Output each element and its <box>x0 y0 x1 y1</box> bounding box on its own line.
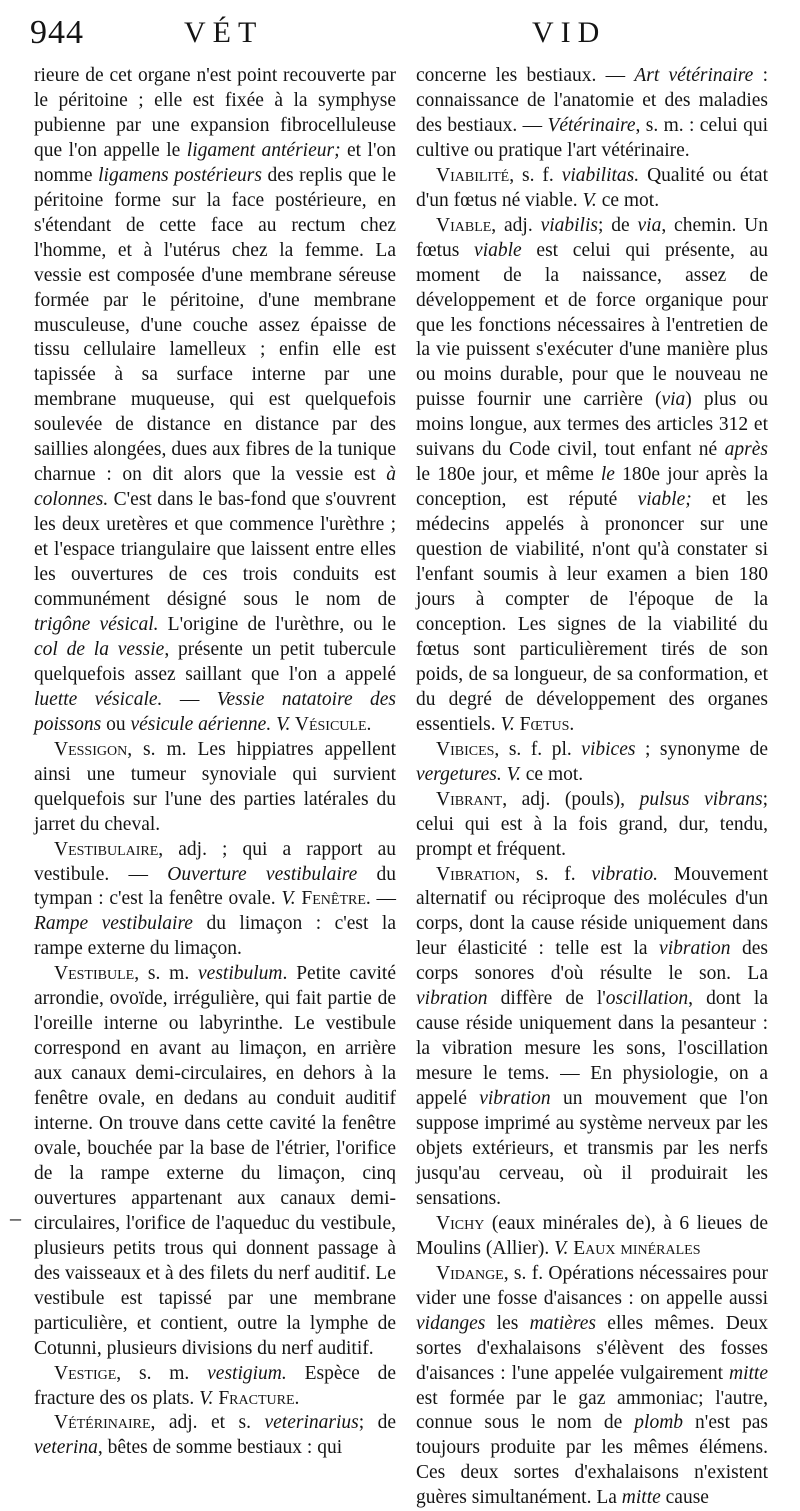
entry-vestibule: Vestibule, s. m. vestibulum. Petite cavité arrondie, ovoïde, irrégulière, qui fait partie de l'oreille interne ou labyrinthe. Le vestibule correspond en avant au limaçon, en arrière aux canaux demi-circulaires, en dehors à la fenêtre ovale, en dedans au conduit auditif interne. On trouve dans cette cavité la fenêtre ovale, bouchée par la base de l'étrier, l'orifice de la rampe externe du limaçon, cinq ouvertures appartenant aux canaux demi-circulaires, l'orifice de l'aqueduc du vestibule, plusieurs petits trous qui donnent passage à des vaisseaux et à des filets du nerf auditif. Le vestibule est tapissé par une membrane particulière, et contient, outre la lymphe de Cotunni, plusieurs divisions du nerf auditif. <box>34 963 396 1359</box>
page-number: 944 <box>30 14 84 51</box>
entry-vestige: Vestige, s. m. vestigium. Espèce de fracture des os plats. V. Fracture. <box>34 1362 397 1409</box>
margin-mark: – <box>10 1205 21 1230</box>
entry-vibices: Vibices, s. f. pl. vibices ; synonyme de vergetures. V. ce mot. <box>416 738 769 785</box>
headword: Vibrant <box>436 788 503 810</box>
headword: Vétérinaire <box>54 1412 151 1434</box>
headword: Vestige <box>54 1362 117 1384</box>
running-head-left: VÉT <box>184 16 264 49</box>
entry-vibrant: Vibrant, adj. (pouls), pulsus vibrans; celui qui est à la fois grand, dur, tendu, prompt et fréquent. <box>416 788 768 860</box>
entry-vidange: Vidange, s. f. Opérations nécessaires pour vider une fosse d'aisances : on appelle aussi vidanges les matières elles mêmes. Deux sortes d'exhalaisons s'élèvent des fosses d'aisances : l'une appelée vulgairement mitte est formée par le gaz ammoniac; l'autre, connue sous le nom de plomb n'est pas toujours produite par les mêmes élémens. Ces deux sortes d'exhalaisons n'existent guères simultanément. La mitte cause <box>416 1262 769 1509</box>
headword: Vibration <box>436 863 516 885</box>
headword: Vidange <box>436 1262 504 1284</box>
entry-veterinaire: Vétérinaire, adj. et s. veterinarius; de veterina, bêtes de somme bestiaux : qui <box>34 1412 397 1459</box>
page-header <box>0 0 800 66</box>
entry-vestibulaire: Vestibulaire, adj. ; qui a rapport au vestibule. — Ouverture vestibulaire du tympan : c'est la fenêtre ovale. V. Fenêtre. — Rampe vestibulaire du limaçon : c'est la rampe externe du limaçon. <box>34 838 397 960</box>
headword: Viabilité <box>436 164 510 186</box>
entry-veterinaire-continuation: concerne les bestiaux. — Art vétérinaire : connaissance de l'anatomie et des maladies des bestiaux. — Vétérinaire, s. m. : celui qui cultive ou pratique l'art vétérinaire. <box>416 65 768 161</box>
entry-vessigon: Vessigon, s. m. Les hippiatres appellent ainsi une tumeur synoviale qui survient quelquefois sur l'une des parties latérales du jarret du cheval. <box>34 738 396 835</box>
headword: Vibices <box>436 738 495 760</box>
headword: Vichy <box>436 1212 485 1234</box>
entry-vibration: Vibration, s. f. vibratio. Mouvement alternatif ou réciproque des molécules d'un corps, dont la cause réside uniquement dans leur élasticité : telle est la vibration des corps sonores d'où résulte le son. La vibration diffère de l'oscillation, dont la cause réside uniquement dans la pesanteur : la vibration mesure les sons, l'oscillation mesure le tems. — En physiologie, on a appelé vibration un mouvement que l'on suppose imprimé au système nerveux par les objets extérieurs, et transmis par les nerfs jusqu'au cerveau, où il produirait les sensations. <box>416 863 768 1209</box>
entry-vessie-continuation: rieure de cet organe n'est point recouverte par le péritoine ; elle est fixée à la symphyse pubienne par une expansion fibrocelluleuse que l'on appelle le ligament antérieur; et l'on nomme ligamens postérieurs des replis que le péritoine forme sur la face postérieure, en s'étendant de cette face au rectum chez l'homme, et à l'utérus chez la femme. La vessie est composée d'une membrane séreuse formée par le péritoine, d'une membrane musculeuse, d'une couche assez épaisse de tissu cellulaire lamelleux ; enfin elle est tapissée à sa surface interne par une membrane muqueuse, qui est quelquefois soulevée de distance en distance par des saillies alongées, dues aux fibres de la tunique charnue : on dit alors que la vessie est à colonnes. C'est dans le bas-fond que s'ouvrent les deux uretères et que commence l'urèthre ; et l'espace triangulaire que laissent entre elles les ouvertures de ces trois conduits est communément désigné sous le nom de trigône vésical. L'origine de l'urèthre, ou le col de la vessie, présente un petit tubercule quelquefois assez saillant que l'on a appelé luette vésicale. — Vessie natatoire des poissons ou vésicule aérienne. V. Vésicule. <box>34 65 397 735</box>
right-column <box>416 64 768 1511</box>
running-head-right: VID <box>532 16 607 49</box>
entry-viable: Viable, adj. viabilis; de via, chemin. Un fœtus viable est celui qui présente, au moment de la naissance, assez de développement et de force organique pour que les fonctions nécessaires à l'entretien de la vie puissent s'exécuter d'une manière plus ou moins durable, pour que le nouveau ne puisse fournir une carrière (via) plus ou moins longue, aux termes des articles 312 et suivans du Code civil, tout enfant né après le 180e jour, et même le 180e jour après la conception, est réputé viable; et les médecins appelés à prononcer sur une question de viabilité, n'ont qu'à constater si l'enfant soumis à leur examen a bien 180 jours à compter de l'époque de la conception. Les signes de la viabilité du fœtus sont particulièrement tirés de son poids, de sa longueur, de sa conformation, et du degré de développement des organes essentiels. V. Fœtus. <box>416 214 769 735</box>
headword: Vestibule <box>54 963 135 985</box>
entry-vichy: Vichy (eaux minérales de), à 6 lieues de Moulins (Allier). V. Eaux minérales <box>416 1212 768 1259</box>
headword: Vessigon <box>54 738 128 760</box>
left-column <box>34 64 396 1461</box>
headword: Vestibulaire <box>54 838 159 860</box>
headword: Viable <box>436 214 492 236</box>
entry-viabilite: Viabilité, s. f. viabilitas. Qualité ou état d'un fœtus né viable. V. ce mot. <box>416 164 768 211</box>
